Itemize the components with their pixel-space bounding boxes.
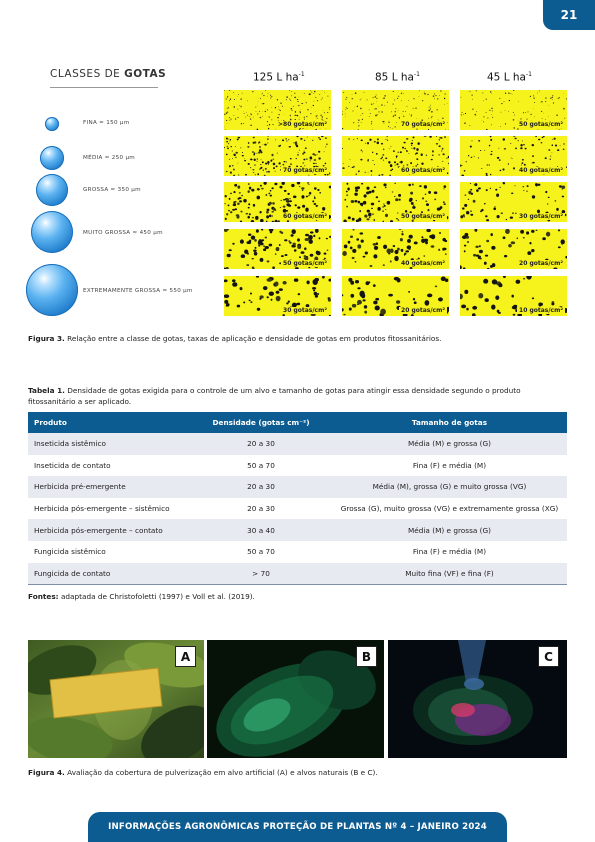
droplet-extremely-coarse-icon <box>26 264 78 316</box>
spray-card-tile <box>342 136 449 176</box>
droplet-density-label: >80 gotas/cm² <box>278 121 327 128</box>
table-row <box>28 563 567 585</box>
droplet-density-label: 70 gotas/cm² <box>283 167 327 174</box>
table-cell-product: Fungicida de contato <box>28 563 190 585</box>
table-cell-product: Fungicida sistêmico <box>28 541 190 563</box>
droplet-class-label: MUITO GROSSA ≈ 450 μm <box>83 230 163 236</box>
table-cell-density: > 70 <box>190 563 332 585</box>
spray-card-tile <box>460 229 567 269</box>
droplet-classes-title <box>50 68 166 80</box>
figure3-caption: Figura 3. Relação entre a classe de gotas, taxas de aplicação e densidade de gotas em produtos fitossanitários. <box>28 334 442 343</box>
spray-card-tile <box>224 276 331 316</box>
droplet-density-label: 60 gotas/cm² <box>401 167 445 174</box>
spray-card-tile <box>224 136 331 176</box>
table-header-droplet-size: Tamanho de gotas <box>332 412 567 433</box>
table-cell-size: Muito fina (VF) e fina (F) <box>332 563 567 585</box>
droplet-density-label: 50 gotas/cm² <box>519 121 563 128</box>
spray-card-tile <box>342 90 449 130</box>
spray-card-tile <box>224 90 331 130</box>
spray-card-tile <box>460 276 567 316</box>
footer-publication-bar: INFORMAÇÕES AGRONÔMICAS PROTEÇÃO DE PLANTAS Nº 4 – JANEIRO 2024 <box>88 812 507 842</box>
rate-header-125: 125 L $ha^{-1}$ <box>253 71 305 84</box>
photo-natural-target-b <box>207 640 384 758</box>
rate-header-45: 45 L $ha^{-1}$ <box>487 71 532 84</box>
table-row <box>28 498 567 520</box>
table-cell-size: Fina (F) e média (M) <box>332 455 567 477</box>
table1-caption: Tabela 1. Densidade de gotas exigida para o controle de um alvo e tamanho de gotas para atingir essa densidade segundo o produto fitossanitário a ser aplicado. <box>28 386 521 406</box>
table-cell-density: 20 a 30 <box>190 498 332 520</box>
droplet-density-label: 50 gotas/cm² <box>401 213 445 220</box>
droplet-density-label: 40 gotas/cm² <box>519 167 563 174</box>
table-row <box>28 519 567 541</box>
droplet-density-label: 50 gotas/cm² <box>283 260 327 267</box>
spray-card-tile <box>342 276 449 316</box>
photo-tag-a: A <box>175 646 196 667</box>
spray-card-tile <box>342 182 449 222</box>
droplet-density-label: 30 gotas/cm² <box>283 307 327 314</box>
rate-header-85: 85 L $ha^{-1}$ <box>375 71 420 84</box>
droplet-medium-icon <box>40 146 64 170</box>
droplet-class-label: MÉDIA ≈ 250 μm <box>83 155 136 161</box>
photo-artificial-target <box>28 640 204 758</box>
droplet-density-label: 40 gotas/cm² <box>401 260 445 267</box>
table-cell-size: Grossa (G), muito grossa (VG) e extremamente grossa (XG) <box>332 498 567 520</box>
table-cell-product: Inseticida de contato <box>28 455 190 477</box>
droplet-density-label: 70 gotas/cm² <box>401 121 445 128</box>
photo-tag-c: C <box>538 646 559 667</box>
droplet-density-table <box>28 412 567 585</box>
table-row <box>28 541 567 563</box>
droplet-density-label: 20 gotas/cm² <box>401 307 445 314</box>
spray-card-tile <box>342 229 449 269</box>
photo-natural-target-c <box>388 640 567 758</box>
droplet-density-label: 60 gotas/cm² <box>283 213 327 220</box>
table-header-density: Densidade (gotas cm⁻²) <box>190 412 332 433</box>
classes-title-prefix: CLASSES DE <box>50 68 121 80</box>
droplet-very-coarse-icon <box>31 211 73 253</box>
droplet-density-label: 10 gotas/cm² <box>519 307 563 314</box>
table-cell-product: Herbicida pré-emergente <box>28 476 190 498</box>
photo-tag-b: B <box>356 646 377 667</box>
page-number: 21 <box>543 0 595 30</box>
table-cell-density: 50 a 70 <box>190 455 332 477</box>
table-row <box>28 455 567 477</box>
table-cell-density: 50 a 70 <box>190 541 332 563</box>
spray-card-tile <box>460 136 567 176</box>
droplet-fine-icon <box>45 117 59 131</box>
table-cell-size: Média (M), grossa (G) e muito grossa (VG) <box>332 476 567 498</box>
table-cell-density: 20 a 30 <box>190 433 332 455</box>
table-cell-product: Herbicida pós-emergente – sistêmico <box>28 498 190 520</box>
table-header-row <box>28 412 567 433</box>
table-sources: Fontes: adaptada de Christofoletti (1997) e Voll et al. (2019). <box>28 592 255 601</box>
droplet-density-label: 20 gotas/cm² <box>519 260 563 267</box>
spray-card-tile <box>460 90 567 130</box>
table-cell-size: Fina (F) e média (M) <box>332 541 567 563</box>
droplet-class-label: EXTREMAMENTE GROSSA ≈ 550 μm <box>83 288 193 294</box>
table-cell-size: Média (M) e grossa (G) <box>332 519 567 541</box>
droplet-class-label: GROSSA ≈ 350 μm <box>83 187 141 193</box>
table-cell-product: Herbicida pós-emergente – contato <box>28 519 190 541</box>
spray-card-tile <box>460 182 567 222</box>
droplet-coarse-icon <box>36 174 68 206</box>
table-cell-density: 30 a 40 <box>190 519 332 541</box>
spray-card-tile <box>224 229 331 269</box>
table-row <box>28 433 567 455</box>
table-cell-size: Média (M) e grossa (G) <box>332 433 567 455</box>
droplet-density-label: 30 gotas/cm² <box>519 213 563 220</box>
spray-card-tile <box>224 182 331 222</box>
droplet-class-label: FINA ≈ 150 μm <box>83 120 130 126</box>
table-cell-density: 20 a 30 <box>190 476 332 498</box>
figure4-caption: Figura 4. Avaliação da cobertura de pulverização em alvo artificial (A) e alvos naturais (B e C). <box>28 768 378 777</box>
classes-title-rule <box>50 87 158 88</box>
table-cell-product: Inseticida sistêmico <box>28 433 190 455</box>
table-header-product: Produto <box>28 412 190 433</box>
classes-title-bold: GOTAS <box>124 68 167 80</box>
table-row <box>28 476 567 498</box>
